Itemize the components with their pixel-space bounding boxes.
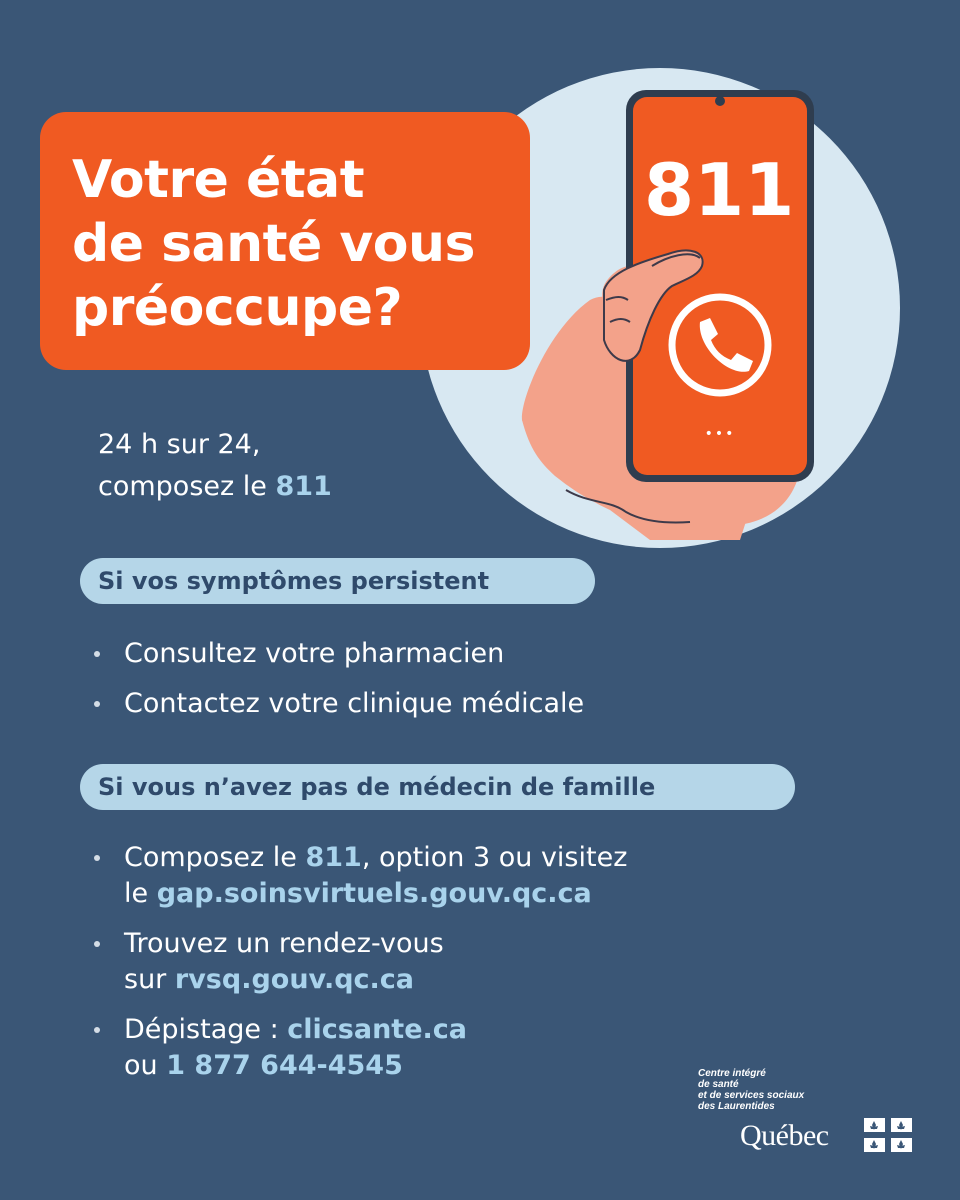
rvsq-link[interactable]: rvsq.gouv.qc.ca — [174, 964, 415, 995]
logo-line: des Laurentides — [698, 1101, 775, 1112]
page-title — [72, 148, 522, 340]
quebec-wordmark: Québec — [740, 1119, 829, 1152]
availability-text — [98, 424, 332, 508]
list-item-text — [124, 840, 627, 876]
bullet — [94, 941, 100, 947]
logo-line: Centre intégré — [698, 1068, 766, 1079]
list-item-text — [124, 962, 414, 998]
text: , option 3 ou visitez — [361, 842, 628, 873]
highlight-number: 811 — [305, 842, 362, 873]
logo-line: de santé — [698, 1079, 739, 1090]
text: ou — [124, 1050, 167, 1081]
highlight-number: 811 — [275, 471, 332, 502]
availability-prefix: composez le — [98, 471, 276, 502]
logo-line: et de services sociaux — [698, 1090, 805, 1101]
availability-line — [98, 466, 332, 508]
bullet — [94, 1027, 100, 1033]
list-item-text — [124, 876, 592, 912]
bullet — [94, 651, 100, 657]
phone-dots: ••• — [704, 426, 736, 442]
text: sur — [124, 964, 175, 995]
list-item-text: Trouvez un rendez-vous — [124, 928, 444, 959]
availability-line: 24 h sur 24, — [98, 429, 261, 460]
title-line: préoccupe? — [72, 278, 403, 338]
text: Dépistage : — [124, 1014, 288, 1045]
text: le — [124, 878, 157, 909]
text: Composez le — [124, 842, 306, 873]
section-heading-no-doctor: Si vous n’avez pas de médecin de famille — [80, 764, 795, 810]
list-item-text: Contactez votre clinique médicale — [124, 688, 585, 719]
gap-link[interactable]: gap.soinsvirtuels.gouv.qc.ca — [156, 878, 592, 909]
bullet — [94, 701, 100, 707]
list-item-text — [124, 1012, 467, 1048]
list-item-text: Consultez votre pharmacien — [124, 638, 505, 669]
title-line: de santé vous — [72, 214, 475, 274]
list-item-text — [124, 1048, 403, 1084]
section-heading-symptoms: Si vos symptômes persistent — [80, 558, 595, 604]
bullet — [94, 855, 100, 861]
phone-number: 811 — [644, 148, 795, 232]
title-line: Votre état — [72, 150, 365, 210]
cisss-logo-text — [698, 1068, 828, 1112]
title-card — [40, 112, 530, 370]
quebec-flag-icon — [864, 1118, 912, 1152]
clicsante-link[interactable]: clicsante.ca — [287, 1014, 467, 1045]
phone-number-link[interactable]: 1 877 644-4545 — [166, 1050, 403, 1081]
